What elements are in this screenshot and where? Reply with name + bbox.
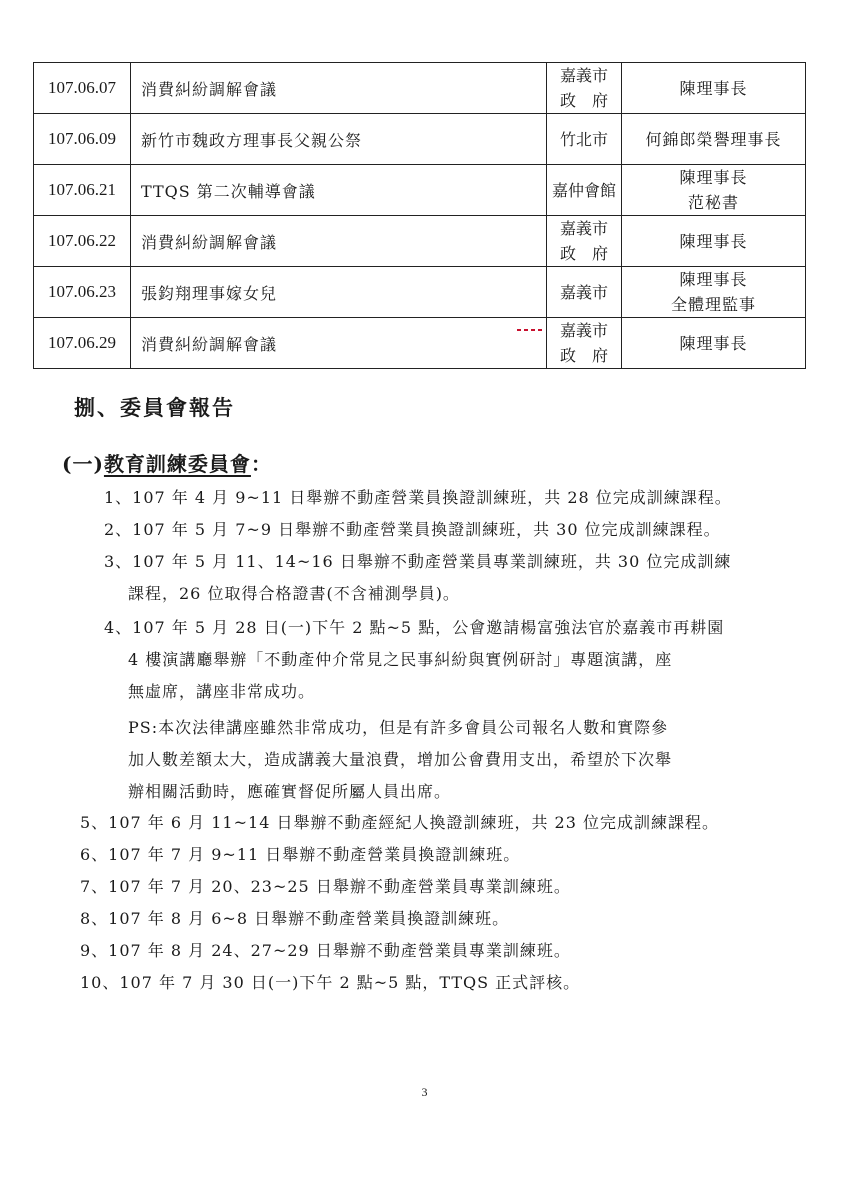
red-ink-mark — [517, 329, 545, 331]
place-line: 政 府 — [559, 91, 608, 110]
date-cell: 107.06.23 — [34, 267, 131, 318]
attendee-line: 何錦郎榮譽理事長 — [645, 129, 782, 149]
attendee-cell — [622, 216, 806, 267]
report-item-line: 7、107 年 7 月 20、23~25 日舉辦不動產營業員專業訓練班。 — [80, 877, 571, 896]
report-item — [80, 871, 571, 903]
report-item — [80, 839, 520, 871]
place-cell — [547, 63, 622, 114]
place-line: 嘉仲會館 — [551, 180, 616, 200]
event-cell: TTQS 第二次輔導會議 — [131, 165, 547, 216]
place-line: 嘉義市 — [559, 66, 608, 85]
report-item — [104, 482, 732, 514]
report-item-line: 6、107 年 7 月 9~11 日舉辦不動產營業員換證訓練班。 — [80, 845, 521, 864]
date-cell: 107.06.09 — [34, 114, 131, 165]
event-cell: 消費糾紛調解會議 — [131, 318, 547, 369]
report-item-line: 辦相關活動時，應確實督促所屬人員出席。 — [128, 782, 452, 801]
report-item-line: 4 樓演講廳舉辦「不動產仲介常見之民事糾紛與實例研討」專題演講，座 — [128, 650, 673, 669]
table-row — [34, 216, 806, 267]
attendee-line: 陳理事長 — [679, 231, 748, 251]
table-row — [34, 165, 806, 216]
activity-table — [33, 62, 806, 369]
report-item — [104, 546, 731, 610]
date-cell: 107.06.07 — [34, 63, 131, 114]
report-item-line: 4、107 年 5 月 28 日(一)下午 2 點~5 點，公會邀請楊富強法官於嘉義市再耕園 — [104, 618, 725, 637]
attendee-line: 陳理事長 — [679, 78, 748, 98]
report-item-line: 加人數差額太大，造成講義大量浪費，增加公會費用支出，希望於下次舉 — [128, 750, 673, 769]
place-cell — [547, 267, 622, 318]
report-item-line: 3、107 年 5 月 11、14~16 日舉辦不動產營業員專業訓練班，共 30 位完成訓練 — [104, 552, 732, 571]
place-cell — [547, 318, 622, 369]
report-item — [104, 514, 721, 546]
report-item-line: PS:本次法律講座雖然非常成功，但是有許多會員公司報名人數和實際參 — [128, 718, 669, 737]
place-line: 嘉義市 — [559, 282, 608, 302]
place-line: 政 府 — [559, 244, 608, 263]
report-item-line: 2、107 年 5 月 7~9 日舉辦不動產營業員換證訓練班，共 30 位完成訓練課程。 — [104, 520, 721, 539]
date-cell: 107.06.22 — [34, 216, 131, 267]
attendee-cell — [622, 63, 806, 114]
report-item-line: 1、107 年 4 月 9~11 日舉辦不動產營業員換證訓練班，共 28 位完成訓練課程。 — [104, 488, 732, 507]
place-cell — [547, 165, 622, 216]
event-cell: 消費糾紛調解會議 — [131, 216, 547, 267]
table-row — [34, 63, 806, 114]
place-line: 竹北市 — [559, 129, 608, 149]
attendee-line: 陳理事長 — [679, 333, 748, 353]
attendee-cell — [622, 267, 806, 318]
section-title: 捌、委員會報告 — [74, 395, 235, 420]
table-row — [34, 114, 806, 165]
attendee-cell — [622, 318, 806, 369]
attendee-line: 全體理監事 — [670, 295, 756, 314]
place-cell — [547, 114, 622, 165]
page-number: 3 — [421, 1085, 428, 1099]
report-item — [80, 903, 509, 935]
report-item-line: 10、107 年 7 月 30 日(一)下午 2 點~5 點，TTQS 正式評核。 — [80, 973, 581, 992]
attendee-line: 陳理事長 — [679, 168, 748, 187]
report-item — [80, 967, 580, 999]
event-cell: 消費糾紛調解會議 — [131, 63, 547, 114]
place-line: 政 府 — [559, 346, 608, 365]
report-item — [80, 935, 571, 967]
table-row — [34, 318, 806, 369]
report-item-line: 8、107 年 8 月 6~8 日舉辦不動產營業員換證訓練班。 — [80, 909, 510, 928]
date-cell: 107.06.29 — [34, 318, 131, 369]
event-cell: 新竹市魏政方理事長父親公祭 — [131, 114, 547, 165]
attendee-cell — [622, 114, 806, 165]
attendee-line: 范秘書 — [687, 193, 739, 212]
report-item-line: 5、107 年 6 月 11~14 日舉辦不動產經紀人換證訓練班，共 23 位完成訓練課程。 — [80, 813, 719, 832]
place-line: 嘉義市 — [559, 219, 608, 238]
report-item-line: 課程，26 位取得合格證書(不含補測學員)。 — [128, 584, 460, 603]
event-cell: 張鈞翔理事嫁女兒 — [131, 267, 547, 318]
subsection-title: (一)教育訓練委員會： — [62, 452, 272, 476]
place-cell — [547, 216, 622, 267]
date-cell: 107.06.21 — [34, 165, 131, 216]
report-item-line: 無虛席，講座非常成功。 — [128, 682, 316, 701]
attendee-cell — [622, 165, 806, 216]
report-item — [80, 807, 719, 839]
place-line: 嘉義市 — [559, 321, 608, 340]
attendee-line: 陳理事長 — [679, 270, 748, 289]
report-item-line: 9、107 年 8 月 24、27~29 日舉辦不動產營業員專業訓練班。 — [80, 941, 571, 960]
table-row — [34, 267, 806, 318]
